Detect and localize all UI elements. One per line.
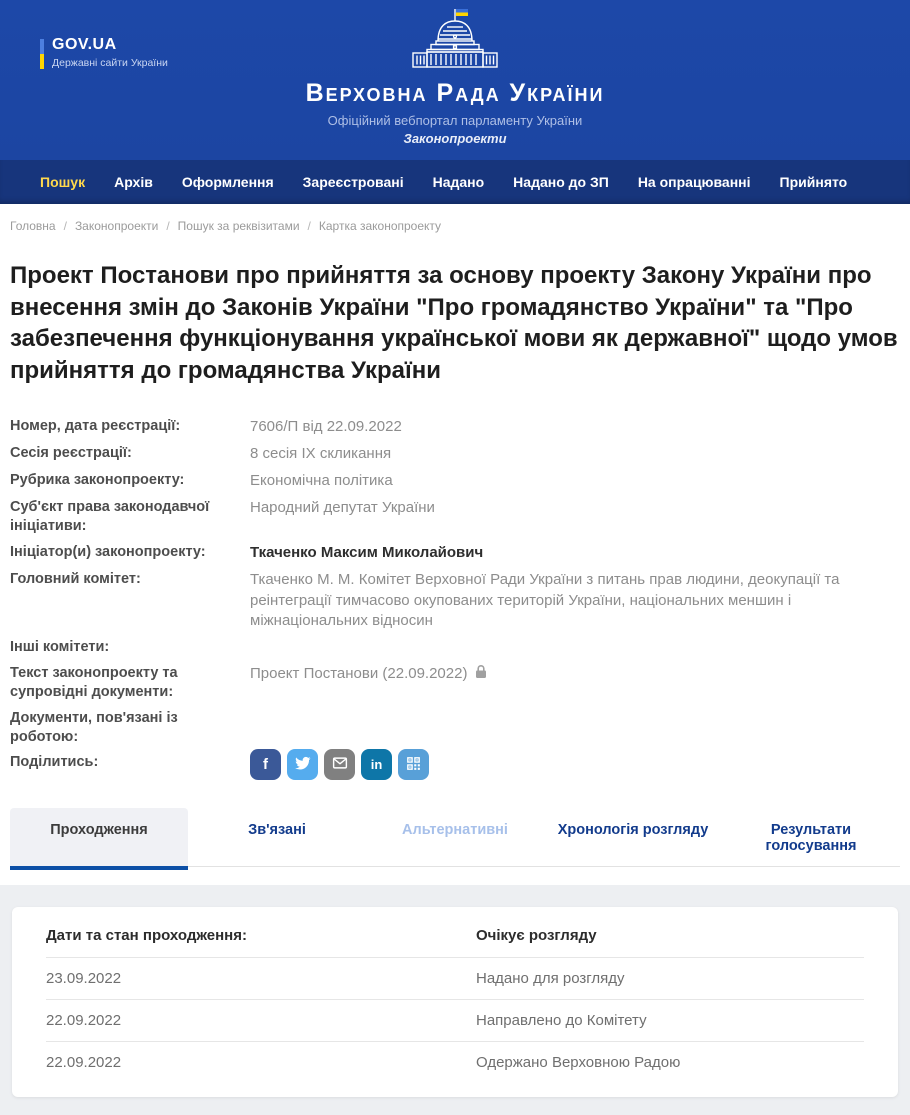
detail-row-session xyxy=(10,444,900,464)
field-value: Народний депутат України xyxy=(250,499,435,517)
progress-date: 22.09.2022 xyxy=(46,1054,122,1072)
linkedin-icon: in xyxy=(370,757,383,773)
nav-item-arkhiv[interactable]: Архів xyxy=(114,174,153,190)
field-label: Рубрика законопроекту: xyxy=(10,472,185,489)
field-value: 7606/П від 22.09.2022 xyxy=(250,417,402,435)
site-subtitle: Офіційний вебпортал парламенту України xyxy=(327,113,583,128)
rada-building-icon xyxy=(409,6,501,75)
detail-row-number xyxy=(10,417,900,437)
progress-status: Надано для розгляду xyxy=(476,970,625,988)
lock-icon xyxy=(474,664,488,685)
table-row xyxy=(46,1041,864,1083)
nav-item-na-opratsiuvanni[interactable]: На опрацюванні xyxy=(637,174,751,190)
breadcrumb-separator: / xyxy=(307,219,311,233)
tab-khronolohiia[interactable]: Хронологія розгляду xyxy=(557,822,709,839)
qr-code-icon xyxy=(405,755,422,775)
progress-card xyxy=(12,907,898,1097)
detail-row-other-committees xyxy=(10,638,900,657)
initiator-link[interactable]: Ткаченко Максим Миколайович xyxy=(250,544,484,562)
field-label: Суб'єкт права законодавчої ініціативи: xyxy=(10,499,210,535)
tab-alternatyvni: Альтернативні xyxy=(402,822,508,839)
bill-tabs xyxy=(10,808,900,867)
detail-row-documents xyxy=(10,664,900,702)
share-label: Поділитись: xyxy=(10,754,99,771)
field-value: 8 сесія IX скликання xyxy=(250,444,392,462)
detail-row-subject xyxy=(10,498,900,536)
field-value: Економічна політика xyxy=(250,472,393,490)
email-icon xyxy=(331,754,349,775)
facebook-icon: f xyxy=(263,756,268,774)
detail-row-related xyxy=(10,709,900,747)
field-label: Текст законопроекту та супровідні документи: xyxy=(10,664,178,700)
breadcrumb-bills[interactable]: Законопроекти xyxy=(74,219,159,233)
nav-item-oformlennia[interactable]: Оформлення xyxy=(181,174,274,190)
bill-details xyxy=(10,417,900,781)
share-email-button[interactable] xyxy=(324,749,355,780)
progress-date: 23.09.2022 xyxy=(46,970,122,988)
site-header xyxy=(0,0,910,160)
field-label: Ініціатор(и) законопроекту: xyxy=(10,544,206,561)
tab-zviazani[interactable]: Зв'язані xyxy=(248,822,306,839)
share-facebook-button[interactable] xyxy=(250,749,281,780)
share-linkedin-button[interactable] xyxy=(361,749,392,780)
breadcrumb-separator: / xyxy=(166,219,170,233)
detail-row-rubric xyxy=(10,471,900,491)
breadcrumb-home[interactable]: Головна xyxy=(10,219,56,233)
share-qr-button[interactable] xyxy=(398,749,429,780)
detail-row-share xyxy=(10,753,900,780)
nav-item-zareiestrovani[interactable]: Зареєстровані xyxy=(302,174,404,190)
field-label: Номер, дата реєстрації: xyxy=(10,417,181,434)
progress-status: Одержано Верховною Радою xyxy=(476,1054,681,1072)
field-value: Ткаченко М. М. Комітет Верховної Ради України з питань прав людини, деокупації та реінтеграції тимчасово окупованих територій України, національних меншин і міжнаціональних відносин xyxy=(250,571,840,629)
document-link[interactable] xyxy=(250,664,488,685)
main-nav xyxy=(0,160,910,204)
progress-header-status: Очікує розгляду xyxy=(476,927,597,945)
progress-date: 22.09.2022 xyxy=(46,1012,122,1030)
govua-title: GOV.UA xyxy=(52,36,117,53)
site-title: Верховна Рада України xyxy=(305,79,605,107)
field-label: Інші комітети: xyxy=(10,639,110,656)
nav-item-poshuk[interactable]: Пошук xyxy=(40,174,86,190)
main-content xyxy=(0,204,910,867)
progress-header-dates: Дати та стан проходження: xyxy=(46,927,247,945)
field-label: Сесія реєстрації: xyxy=(10,444,132,461)
nav-item-nadano-do-zp[interactable]: Надано до ЗП xyxy=(513,174,609,190)
bill-title: Проект Постанови про прийняття за основу проекту Закону України про внесення змін до Законів України "Про громадянство України" та "Про забезпечення функціонування української мови як державної" щодо умов прийняття до громадянства України xyxy=(10,262,898,385)
document-link-label: Проект Постанови (22.09.2022) xyxy=(250,665,468,683)
share-buttons xyxy=(250,749,900,780)
field-label: Документи, пов'язані із роботою: xyxy=(10,709,178,745)
field-label: Головний комітет: xyxy=(10,571,141,588)
twitter-icon xyxy=(294,755,311,775)
site-section-label: Законопроекти xyxy=(403,131,507,146)
progress-status: Направлено до Комітету xyxy=(476,1012,647,1030)
detail-row-committee xyxy=(10,570,900,631)
detail-row-initiator xyxy=(10,543,900,563)
nav-item-nadano[interactable]: Надано xyxy=(432,174,485,190)
breadcrumb-card: Картка законопроекту xyxy=(318,219,442,233)
table-row xyxy=(46,957,864,999)
nav-item-pryiniato[interactable]: Прийнято xyxy=(779,174,848,190)
breadcrumb xyxy=(10,219,900,233)
breadcrumb-separator: / xyxy=(63,219,67,233)
tab-prokhodzhennia[interactable]: Проходження xyxy=(10,808,188,866)
table-row xyxy=(46,999,864,1041)
govua-subtitle: Державні сайти України xyxy=(52,57,168,69)
share-twitter-button[interactable] xyxy=(287,749,318,780)
tab-rezultaty[interactable]: Результати голосування xyxy=(765,822,857,855)
breadcrumb-search[interactable]: Пошук за реквізитами xyxy=(177,219,300,233)
